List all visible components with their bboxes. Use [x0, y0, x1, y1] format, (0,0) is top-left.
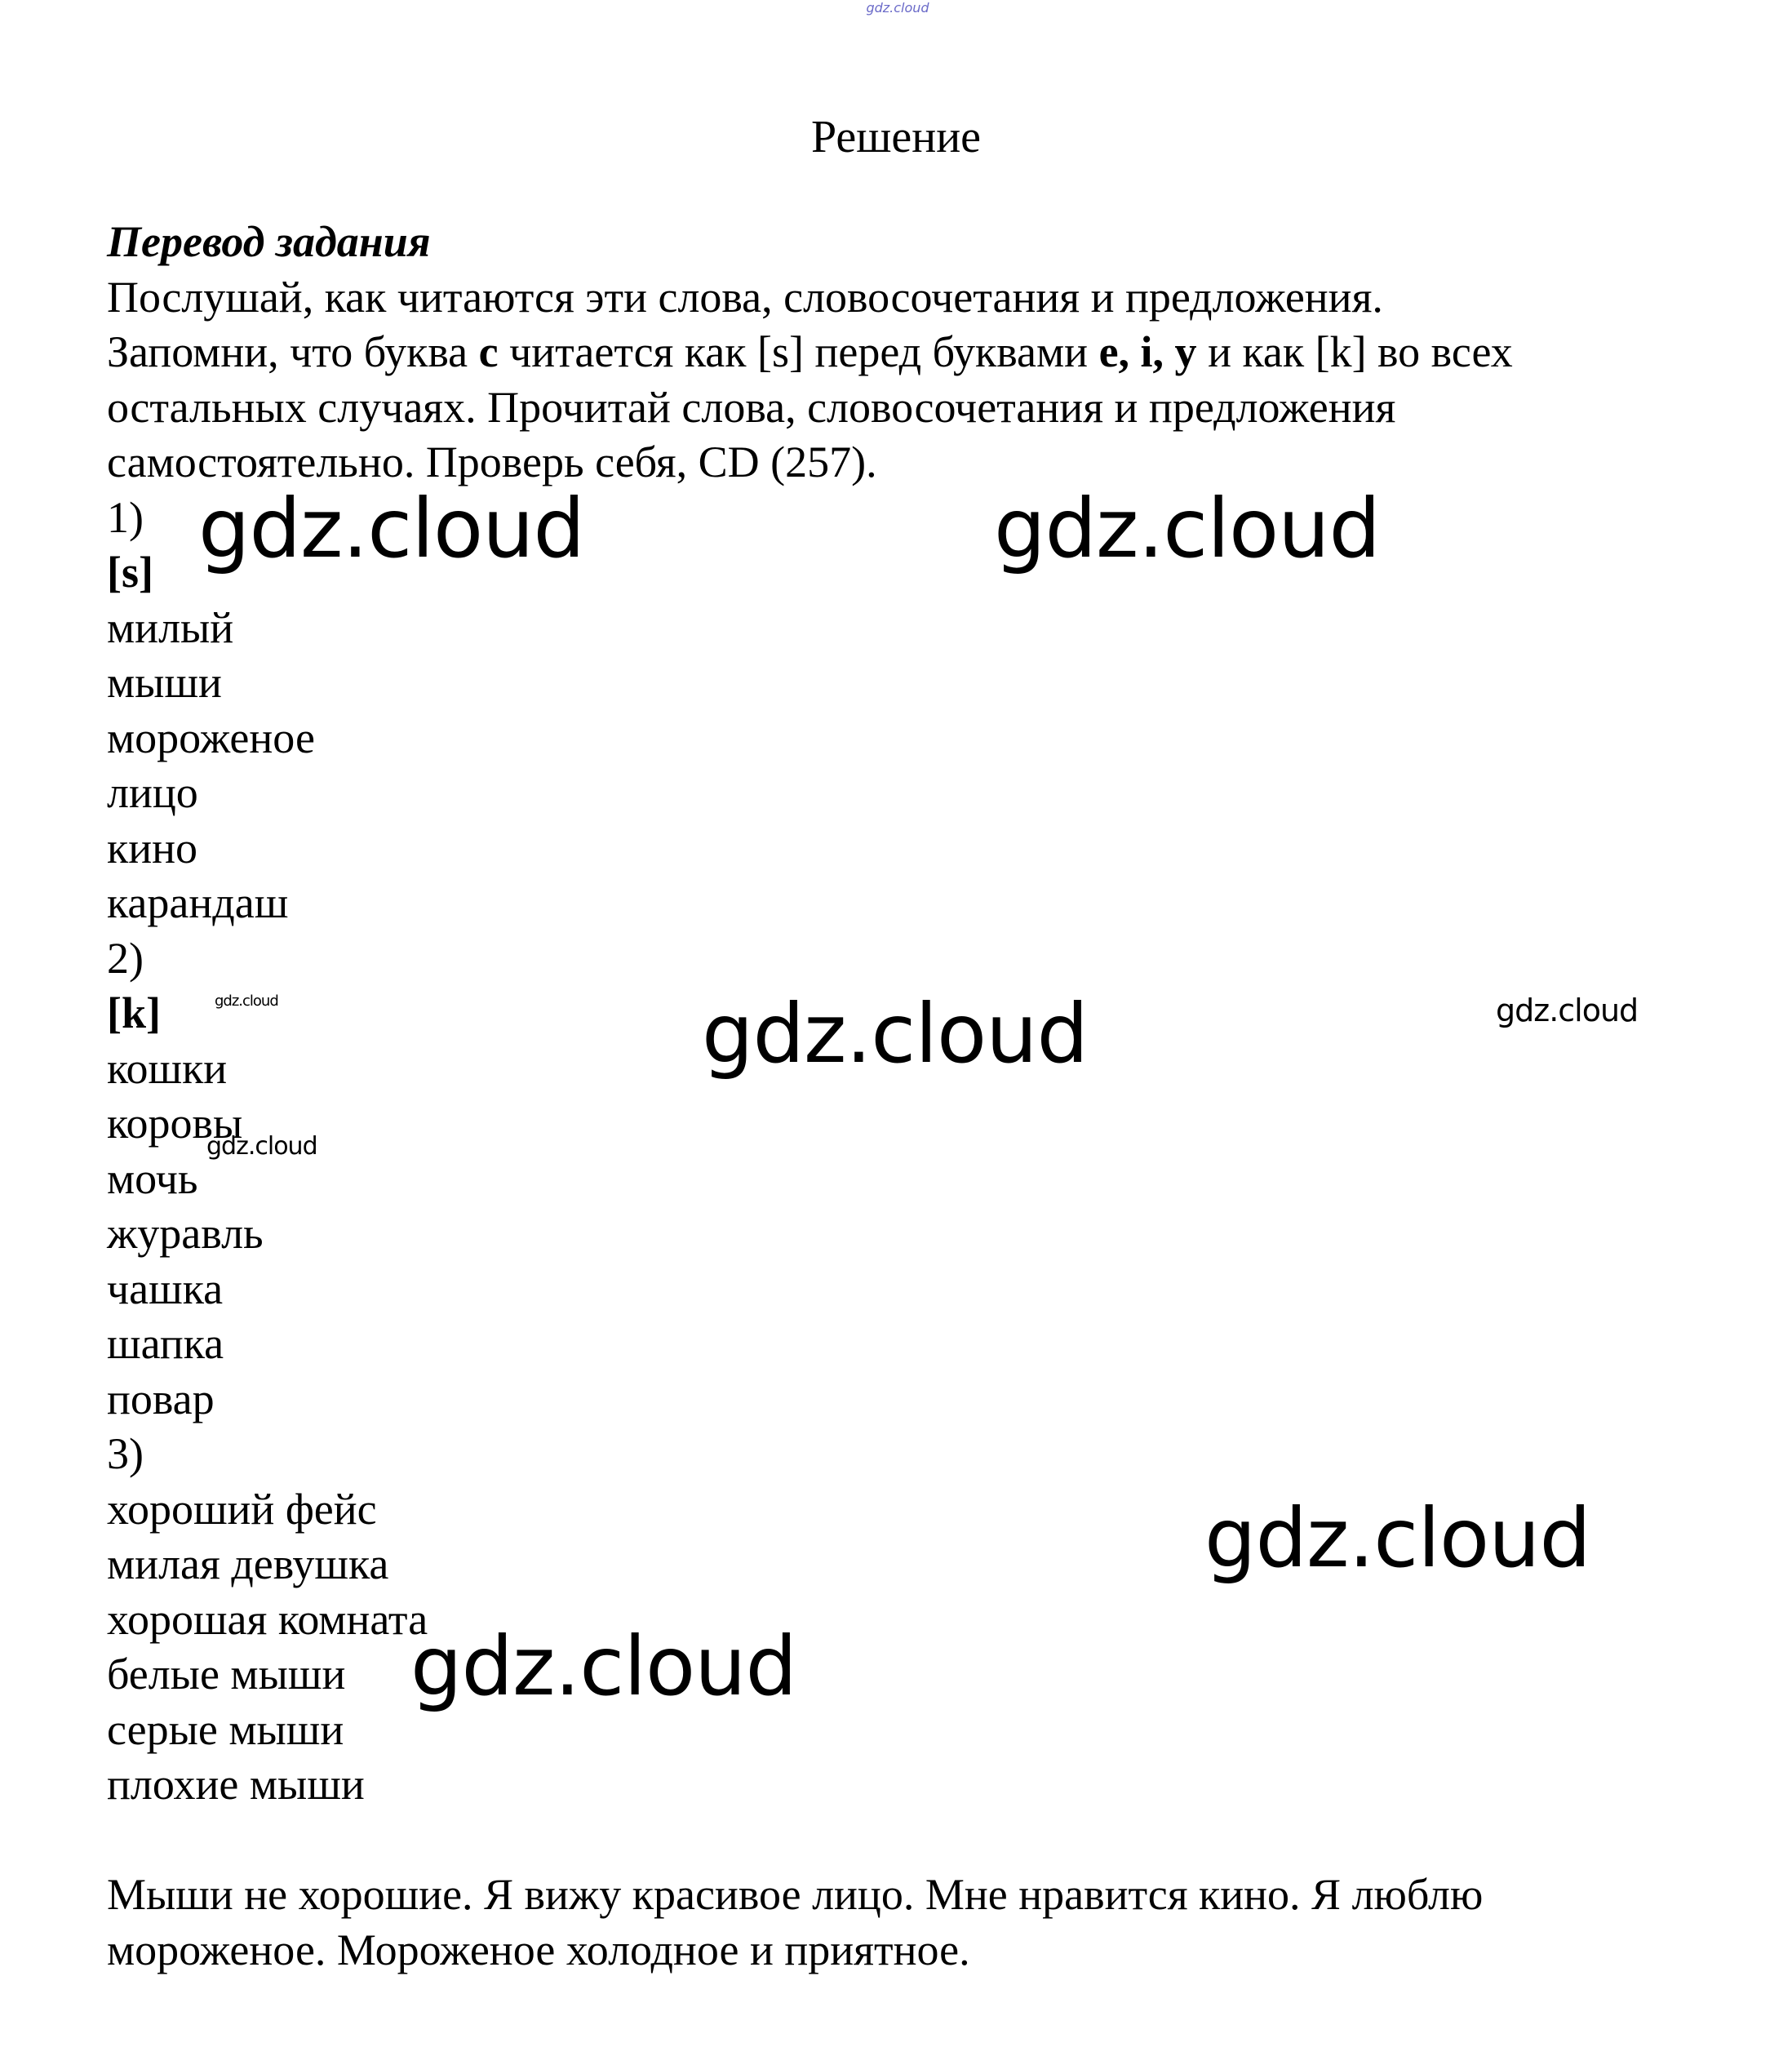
task-title: Перевод задания	[107, 217, 431, 266]
word-item: коровы	[107, 1099, 243, 1148]
word-item: кошки	[107, 1043, 228, 1093]
word-item: милый	[107, 602, 234, 652]
section-number: 3)	[107, 1429, 144, 1478]
instruction-line-4: самостоятельно. Проверь себя, CD (257).	[107, 437, 877, 486]
task-instructions	[107, 270, 1698, 491]
instruction-line-2	[107, 325, 1698, 380]
sentences-block	[107, 1867, 1698, 1978]
word-item: журавль	[107, 1209, 264, 1258]
watermark: gdz.cloud	[198, 481, 585, 576]
word-item: мыши	[107, 658, 222, 707]
word-item: мочь	[107, 1153, 198, 1203]
section-3	[107, 1427, 1698, 1813]
spacer	[107, 1813, 1698, 1868]
letters-e-i-y: e, i, y	[1098, 327, 1197, 376]
word-item: чашка	[107, 1263, 224, 1313]
instruction-line-3: остальных случаях. Прочитай слова, словосочетания и предложения	[107, 382, 1396, 432]
instruction-text: и как [k] во всех	[1196, 327, 1513, 376]
word-item: карандаш	[107, 878, 289, 927]
watermark: gdz.cloud	[206, 1132, 317, 1161]
word-item: кино	[107, 823, 198, 873]
phrase-item: белые мыши	[107, 1650, 346, 1699]
watermark: gdz.cloud	[410, 1619, 797, 1714]
word-item: мороженое	[107, 713, 315, 762]
watermark: gdz.cloud	[994, 481, 1381, 576]
section-sound: [k]	[107, 988, 161, 1037]
sentence-line-2: мороженое. Мороженое холодное и приятное.	[107, 1925, 970, 1974]
document-body	[107, 215, 1698, 1978]
phrase-item: хорошая комната	[107, 1594, 428, 1644]
watermark: gdz.cloud	[215, 993, 278, 1010]
section-number: 2)	[107, 933, 144, 983]
section-sound: [s]	[107, 548, 153, 597]
phrase-item: милая девушка	[107, 1539, 389, 1588]
page-title: Решение	[810, 112, 982, 162]
word-item: шапка	[107, 1319, 224, 1368]
instruction-line-1: Послушай, как читаются эти слова, словосочетания и предложения.	[107, 272, 1383, 322]
sentence-line-1: Мыши не хорошие. Я вижу красивое лицо. Мне нравится кино. Я люблю	[107, 1870, 1484, 1919]
word-item: повар	[107, 1374, 215, 1423]
instruction-text: читается как [s] перед буквами	[498, 327, 1099, 376]
phrase-item: серые мыши	[107, 1704, 344, 1754]
letter-c: с	[478, 327, 499, 376]
phrase-item: хороший фейс	[107, 1484, 377, 1534]
watermark: gdz.cloud	[702, 986, 1089, 1081]
section-number: 1)	[107, 492, 144, 542]
instruction-text: Запомни, что буква	[107, 327, 479, 376]
watermark: gdz.cloud	[1204, 1490, 1591, 1586]
watermark: gdz.cloud	[1496, 993, 1639, 1028]
word-item: лицо	[107, 768, 198, 817]
top-watermark: gdz.cloud	[866, 0, 929, 16]
phrase-item: плохие мыши	[107, 1760, 365, 1809]
